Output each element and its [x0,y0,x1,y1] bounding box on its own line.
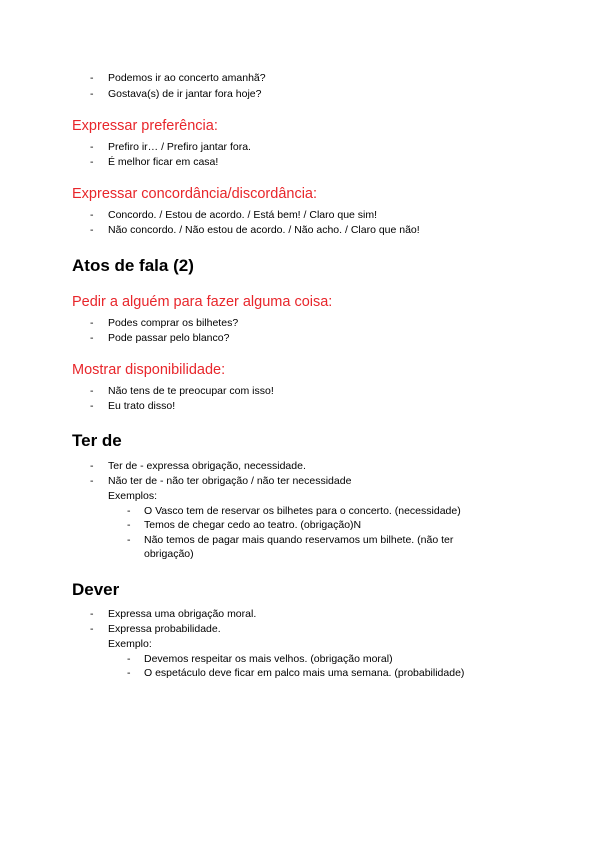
list-item: - Pode passar pelo blanco? [90,332,230,344]
page-title-speech-acts: Atos de fala (2) [72,256,194,275]
list-item: - Expressa probabilidade. [90,623,221,635]
list-item: - É melhor ficar em casa! [90,156,219,168]
list-item: - Ter de - expressa obrigação, necessidade. [90,460,306,472]
list-item: - Eu trato disso! [90,400,176,412]
list-item: - Concordo. / Estou de acordo. / Está bem! / Claro que sim! [90,209,378,221]
list-item: - Expressa uma obrigação moral. [90,608,257,620]
section-heading-preference: Expressar preferência: [72,118,218,134]
example-label: Exemplo: [108,638,152,650]
examples-label: Exemplos: [108,490,158,502]
section-heading-request: Pedir a alguém para fazer alguma coisa: [72,294,333,310]
list-item: - Gostava(s) de ir jantar fora hoje? [90,88,262,100]
example-item: - Temos de chegar cedo ao teatro. (obrigação)N [127,519,362,531]
section-heading-agreement: Expressar concordância/discordância: [72,186,318,202]
list-item: - Podemos ir ao concerto amanhã? [90,72,266,84]
list-item: - Não tens de te preocupar com isso! [90,385,274,397]
section-heading-availability: Mostrar disponibilidade: [72,362,226,378]
example-item: - O espetáculo deve ficar em palco mais uma semana. (probabilidade) [127,667,465,679]
list-item: - Prefiro ir… / Prefiro jantar fora. [90,141,251,153]
list-item: - Não concordo. / Não estou de acordo. / Não acho. / Claro que não! [90,224,420,236]
section-title-ter-de: Ter de [72,431,122,450]
example-item: - O Vasco tem de reservar os bilhetes para o concerto. (necessidade) [127,505,461,517]
list-item: - Não ter de - não ter obrigação / não ter necessidade [90,475,352,487]
section-title-dever: Dever [72,580,120,599]
example-item: - Devemos respeitar os mais velhos. (obrigação moral) [127,653,393,665]
list-item: - Podes comprar os bilhetes? [90,317,239,329]
example-item: - Não temos de pagar mais quando reservamos um bilhete. (não ter obrigação) [127,534,454,560]
